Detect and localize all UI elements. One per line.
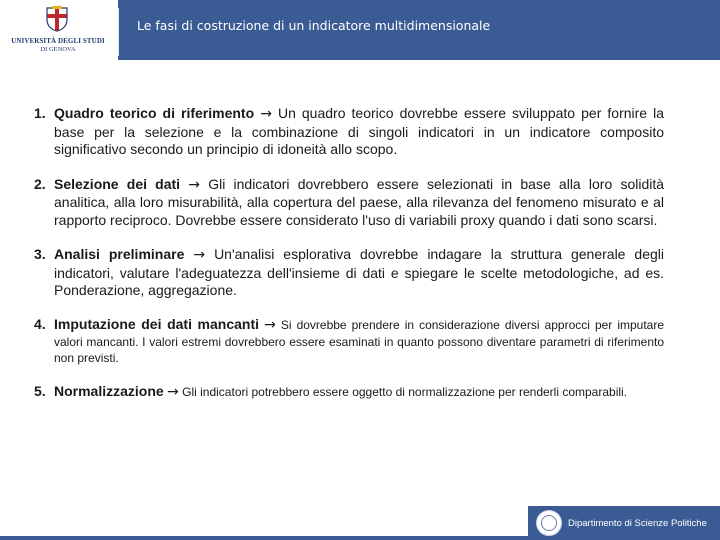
arrow-right-icon: →: [193, 247, 206, 263]
step-text: Un'analisi esplorativa dovrebbe indagare la struttura generale degli indicatori, valutare l'adeguatezza dell'insieme di dati e spiegare le scelte metodologiche, ad es. Ponderazione, aggregazione.: [54, 246, 665, 298]
step-number: 4.: [34, 315, 46, 332]
step-item-5: [34, 383, 664, 402]
department-name: Dipartimento di Scienze Politiche: [568, 518, 707, 529]
step-heading: Analisi preliminare: [54, 246, 185, 262]
arrow-right-icon: →: [167, 384, 179, 400]
step-item-2: [34, 176, 664, 230]
step-text: Gli indicatori dovrebbero essere selezionati in base alla loro solidità analitica, alla loro misurabilità, alla copertura del paese, alla rilevanza del fenomeno misurato e al rapporto reciproco. Dovrebbe essere considerato l'uso di variabili proxy quando i dati sono scarsi.: [54, 175, 665, 228]
department-seal-icon: [536, 510, 562, 536]
university-name: UNIVERSITÀ DEGLI STUDI: [11, 37, 105, 45]
step-heading: Imputazione dei dati mancanti: [54, 315, 260, 332]
step-heading: Normalizzazione: [54, 383, 164, 399]
steps-list: [34, 105, 664, 402]
step-item-4: [34, 316, 664, 367]
step-text: Si dovrebbe prendere in considerazione diversi approcci per imputare valori mancanti. I valori estremi dovrebbero essere esaminati in quanto possono diventare parametri di riferimento non previsti.: [54, 317, 665, 365]
arrow-right-icon: →: [260, 106, 272, 122]
step-number: 3.: [34, 246, 46, 262]
step-heading: Selezione dei dati: [54, 175, 181, 192]
step-number: 1.: [34, 105, 46, 121]
step-item-3: [34, 246, 664, 300]
step-text: Gli indicatori potrebbero essere oggetto di normalizzazione per renderli comparabili.: [182, 385, 628, 399]
header-bar: [0, 0, 720, 60]
university-crest-icon: [44, 6, 70, 32]
step-number: 2.: [34, 175, 46, 192]
step-number: 5.: [34, 383, 46, 399]
arrow-right-icon: →: [264, 316, 276, 333]
step-item-1: [34, 105, 664, 159]
department-badge: [528, 506, 720, 540]
step-text: Un quadro teorico dovrebbe essere sviluppato per fornire la base per la selezione e la combinazione di singoli indicatori in un indicatore composito significativo secondo un principio di idoneità allo scopo.: [54, 105, 665, 157]
university-city: DI GENOVA: [40, 46, 76, 53]
step-heading: Quadro teorico di riferimento: [54, 105, 255, 121]
slide-title: Le fasi di costruzione di un indicatore multidimensionale: [137, 18, 491, 33]
arrow-right-icon: →: [188, 176, 201, 193]
header-divider: [118, 8, 119, 56]
university-logo: [0, 0, 118, 60]
